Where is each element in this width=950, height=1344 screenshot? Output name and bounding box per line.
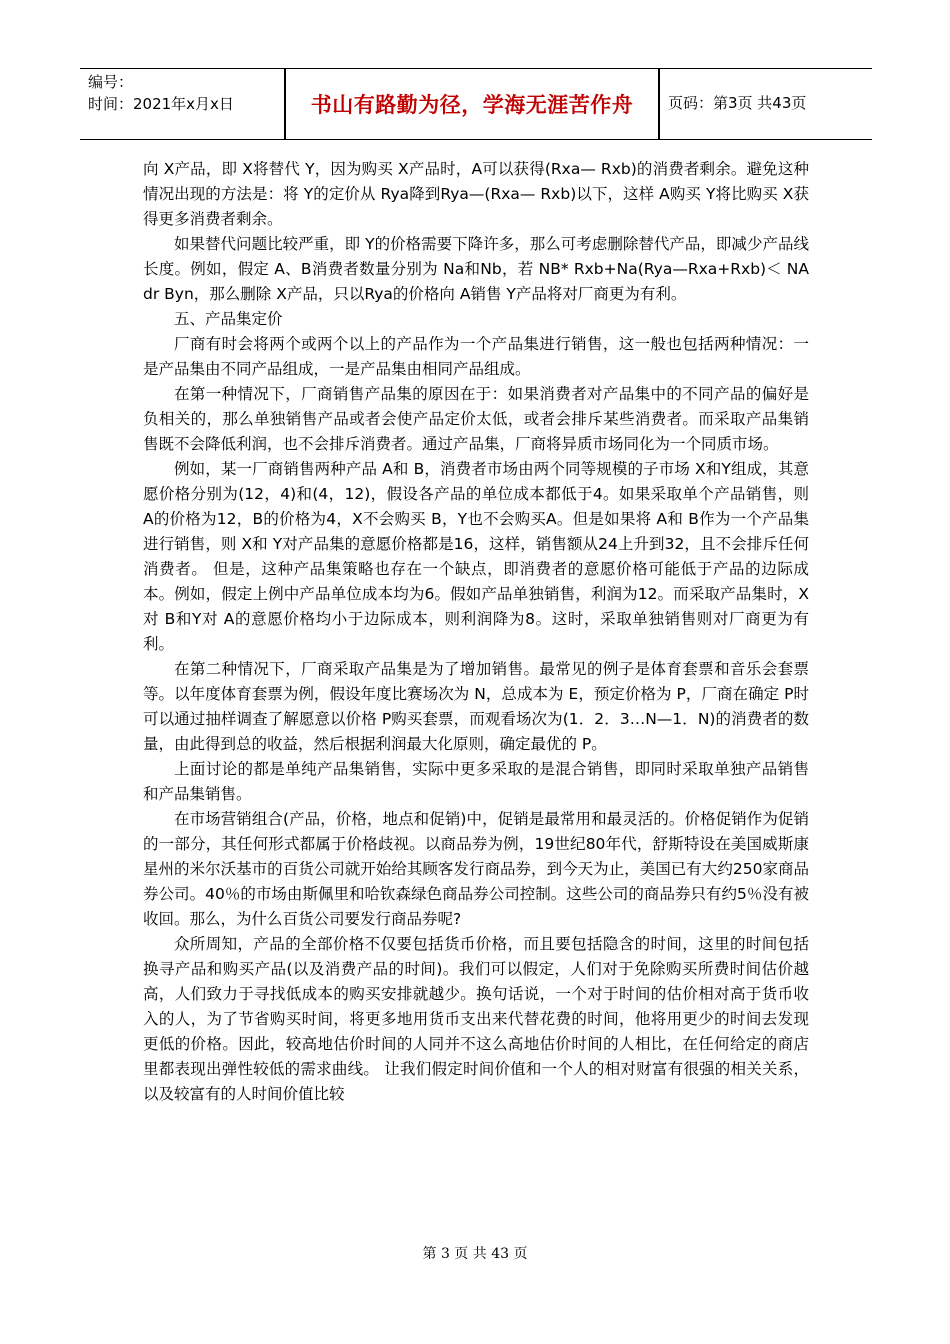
document-number-label: 编号： [88,73,134,91]
paragraph: 如果替代问题比较严重，即 Y的价格需要下降许多，那么可考虑删除替代产品，即减少产品线长度。例如，假定 A、B消费者数量分别为 Na和Nb，若 NB* Rxb+Na(Rya—Rxa+Rxb)＜ NA dr Byn，那么删除 X产品，只以Rya的价格向 A销售 Y产品将对厂商更为有利。 [143,235,809,303]
document-time-label: 时间：2021年x月x日 [88,95,234,113]
paragraph: 在第二种情况下，厂商采取产品集是为了增加销售。最常见的例子是体育套票和音乐会套票等。以年度体育套票为例，假设年度比赛场次为 N，总成本为 E，预定价格为 P，厂商在确定 P时可以通过抽样调查了解愿意以价格 P购买套票，而观看场次为(1．2．3…N—1．N)的消费者的数量，由此得到总的收益，然后根据利润最大化原则，确定最优的 P。 [143,660,809,753]
paragraph: 例如，某一厂商销售两种产品 A和 B，消费者市场由两个同等规模的子市场 X和Y组成，其意愿价格分别为(12，4)和(4，12)，假设各产品的单位成本都低于4。如果采取单个产品销售，则 A的价格为12，B的价格为4，X不会购买 B，Y也不会购买A。但是如果将 A和 B作为一个产品集进行销售，则 X和 Y对产品集的意愿价格都是16，这样，销售额从24上升到32，且不会排斥任何消费者。 但是，这种产品集策略也存在一个缺点，即消费者的意愿价格可能低于产品的边际成本。例如，假定上例中产品单位成本均为6。假如产品单独销售，利润为12。而采取产品集时，X对 B和Y对 A的意愿价格均小于边际成本，则利润降为8。这时，采取单独销售则对厂商更为有利。 [143,460,809,653]
page-footer: 第 3 页 共 43 页 [422,1246,528,1262]
paragraph: 向 X产品，即 X将替代 Y，因为购买 X产品时，A可以获得(Rxa— Rxb)的消费者剩余。避免这种情况出现的方法是：将 Y的定价从 Rya降到Rya—(Rxa— Rxb)以下，这样 A购买 Y将比购买 X获得更多消费者剩余。 [143,160,809,228]
header-meta [88,71,288,115]
page-header [80,68,872,140]
header-divider-right [658,69,660,139]
document-body [143,157,809,1107]
paragraph: 上面讨论的都是单纯产品集销售，实际中更多采取的是混合销售，即同时采取单独产品销售和产品集销售。 [143,760,809,803]
header-motto: 书山有路勤为径，学海无涯苦作舟 [310,93,634,117]
paragraph: 在第一种情况下，厂商销售产品集的原因在于：如果消费者对产品集中的不同产品的偏好是负相关的，那么单独销售产品或者会使产品定价太低，或者会排斥某些消费者。而采取产品集销售既不会降低利润，也不会排斥消费者。通过产品集，厂商将异质市场同化为一个同质市场。 [143,385,809,453]
paragraph: 厂商有时会将两个或两个以上的产品作为一个产品集进行销售，这一般也包括两种情况：一是产品集由不同产品组成，一是产品集由相同产品组成。 [143,335,809,378]
paragraph: 五、产品集定价 [174,310,283,328]
paragraph: 在市场营销组合(产品，价格，地点和促销)中，促销是最常用和最灵活的。价格促销作为促销的一部分，其任何形式都属于价格歧视。以商品券为例，19世纪80年代，舒斯特设在美国威斯康星州的米尔沃基市的百货公司就开始给其顾客发行商品券，到今天为止，美国已有大约250家商品券公司。40％的市场由斯佩里和哈钦森绿色商品券公司控制。这些公司的商品券只有约5％没有被收回。那么，为什么百货公司要发行商品券呢? [143,810,809,928]
paragraph: 众所周知，产品的全部价格不仅要包括货币价格，而且要包括隐含的时间，这里的时间包括换寻产品和购买产品(以及消费产品的时间)。我们可以假定，人们对于免除购买所费时间估价越高，人们致力于寻找低成本的购买安排就越少。换句话说，一个对于时间的估价相对高于货币收入的人，为了节省购买时间，将更多地用货币支出来代替花费的时间，他将用更少的时间去发现更低的价格。因此，较高地估价时间的人同并不这么高地估价时间的人相比，在任何给定的商店里都表现出弹性较低的需求曲线。 让我们假定时间价值和一个人的相对财富有很强的相关关系，以及较富有的人时间价值比较 [143,935,809,1103]
header-page-info: 页码：第3页 共43页 [668,94,807,112]
